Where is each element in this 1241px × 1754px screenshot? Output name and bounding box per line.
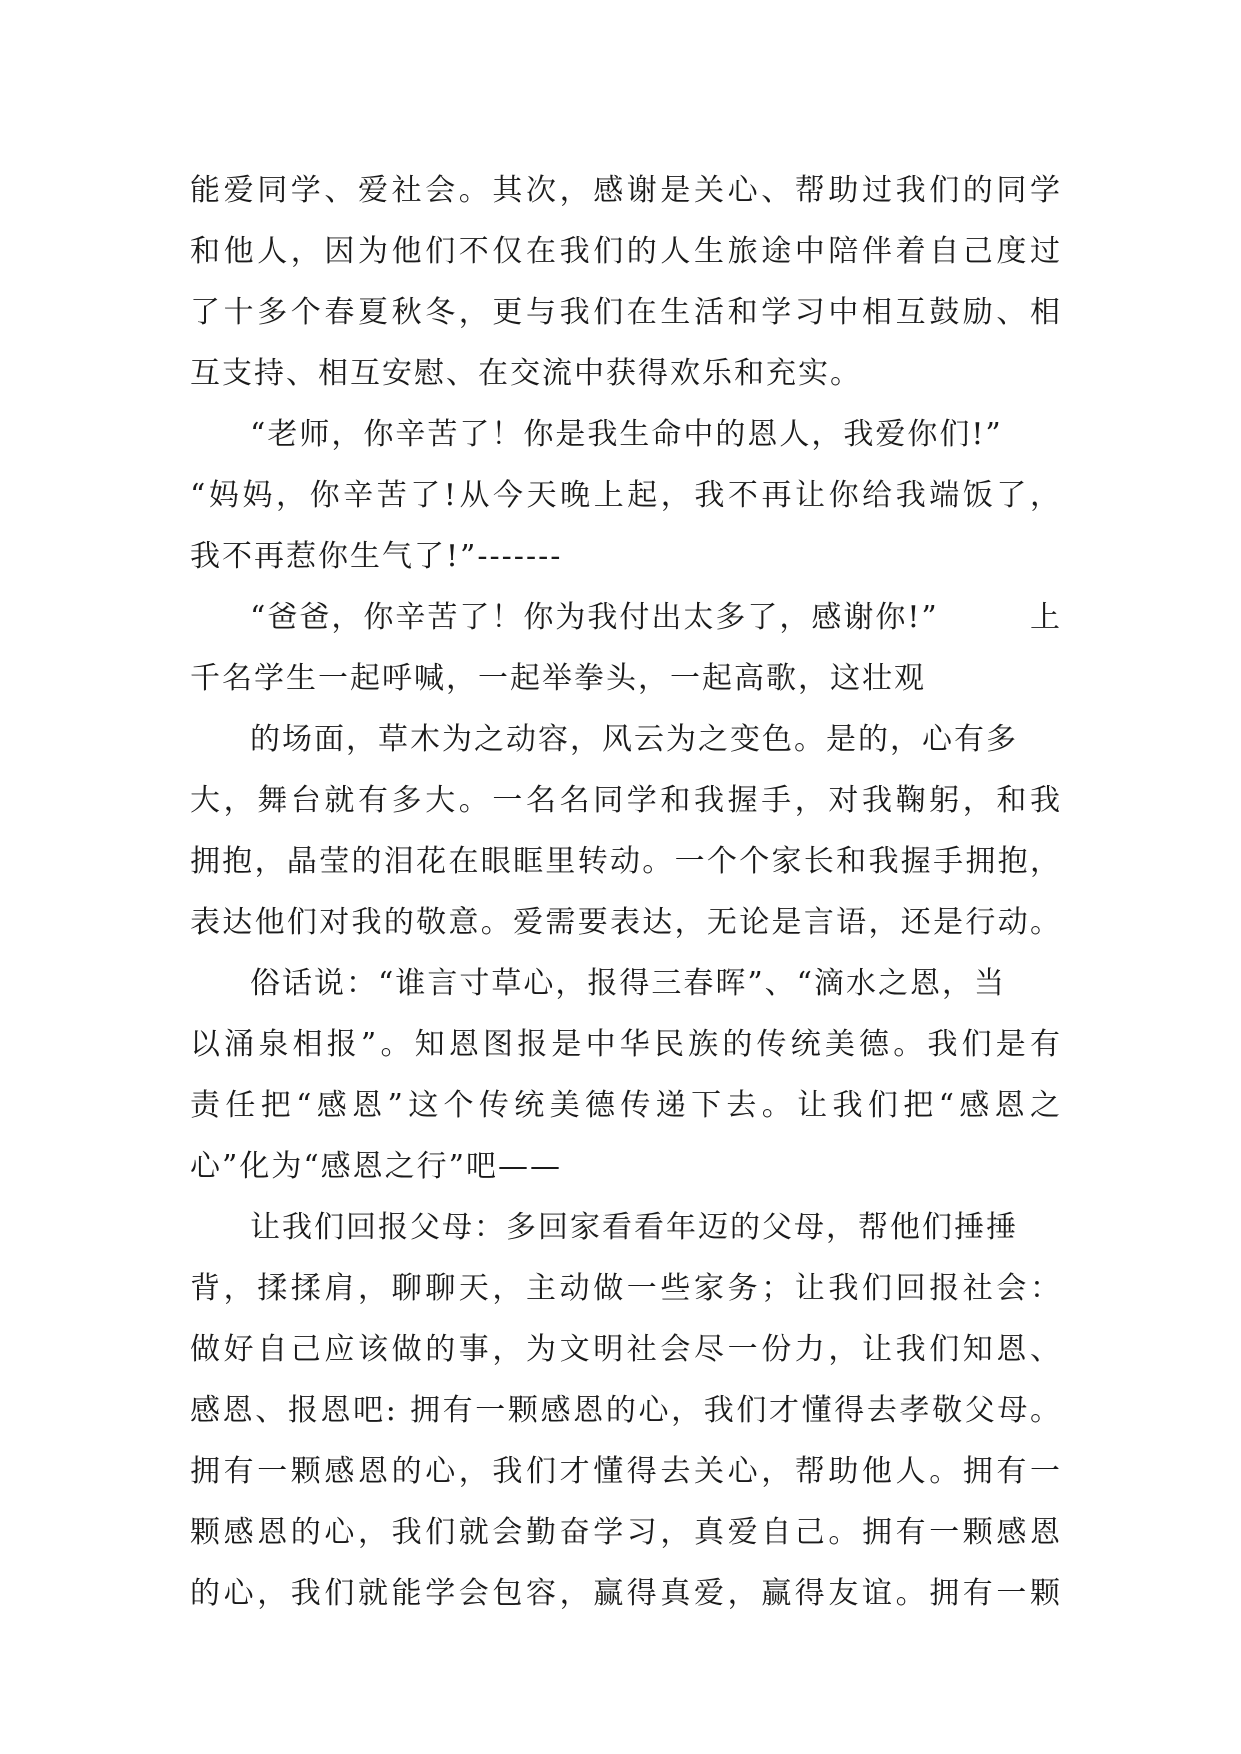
body-text bbox=[190, 160, 1062, 1624]
text-line: 了十多个春夏秋冬，更与我们在生活和学习中相互鼓励、相 bbox=[190, 295, 1062, 330]
text-line: 的场面，草木为之动容，风云为之变色。是的，心有多 bbox=[250, 722, 1018, 757]
text-line: “妈妈，你辛苦了!从今天晚上起，我不再让你给我端饭了， bbox=[190, 478, 1062, 513]
text-line: 我不再惹你生气了!”------- bbox=[190, 539, 563, 574]
text-line: 表达他们对我的敬意。爱需要表达，无论是言语，还是行动。 bbox=[190, 905, 1062, 940]
text-line: 以涌泉相报”。知恩图报是中华民族的传统美德。我们是有 bbox=[190, 1027, 1062, 1062]
text-line: 颗感恩的心，我们就会勤奋学习，真爱自己。拥有一颗感恩 bbox=[190, 1515, 1062, 1550]
text-line: 拥有一颗感恩的心，我们才懂得去关心，帮助他人。拥有一 bbox=[190, 1454, 1062, 1489]
text-line: 做好自己应该做的事，为文明社会尽一份力，让我们知恩、 bbox=[190, 1332, 1062, 1367]
text-line: 让我们回报父母：多回家看看年迈的父母，帮他们捶捶 bbox=[250, 1210, 1018, 1245]
text-line: 互支持、相互安慰、在交流中获得欢乐和充实。 bbox=[190, 356, 862, 391]
text-line: “老师，你辛苦了！你是我生命中的恩人，我爱你们!” bbox=[250, 417, 1003, 452]
text-line: 拥抱，晶莹的泪花在眼眶里转动。一个个家长和我握手拥抱， bbox=[190, 844, 1062, 879]
text-line bbox=[190, 587, 1062, 648]
text-line: 心”化为“感恩之行”吧—— bbox=[190, 1149, 563, 1184]
text-line: 责任把“感恩”这个传统美德传递下去。让我们把“感恩之 bbox=[190, 1088, 1062, 1123]
text-line-tail: 上 bbox=[1030, 600, 1062, 635]
text-line: 的心，我们就能学会包容，赢得真爱，赢得友谊。拥有一颗 bbox=[190, 1576, 1062, 1611]
text-line: 能爱同学、爱社会。其次，感谢是关心、帮助过我们的同学 bbox=[190, 173, 1062, 208]
text-line: 俗话说：“谁言寸草心，报得三春晖”、“滴水之恩，当 bbox=[250, 966, 1007, 1001]
text-line: 背，揉揉肩，聊聊天，主动做一些家务；让我们回报社会： bbox=[190, 1271, 1062, 1306]
text-line: 和他人，因为他们不仅在我们的人生旅途中陪伴着自己度过 bbox=[190, 234, 1062, 269]
text-line: 千名学生一起呼喊，一起举拳头，一起高歌，这壮观 bbox=[190, 661, 926, 696]
text-line: 感恩、报恩吧: 拥有一颗感恩的心，我们才懂得去孝敬父母。 bbox=[190, 1393, 1062, 1428]
text-line-main: “爸爸，你辛苦了！你为我付出太多了，感谢你!” bbox=[250, 600, 939, 635]
text-line: 大，舞台就有多大。一名名同学和我握手，对我鞠躬，和我 bbox=[190, 783, 1062, 818]
